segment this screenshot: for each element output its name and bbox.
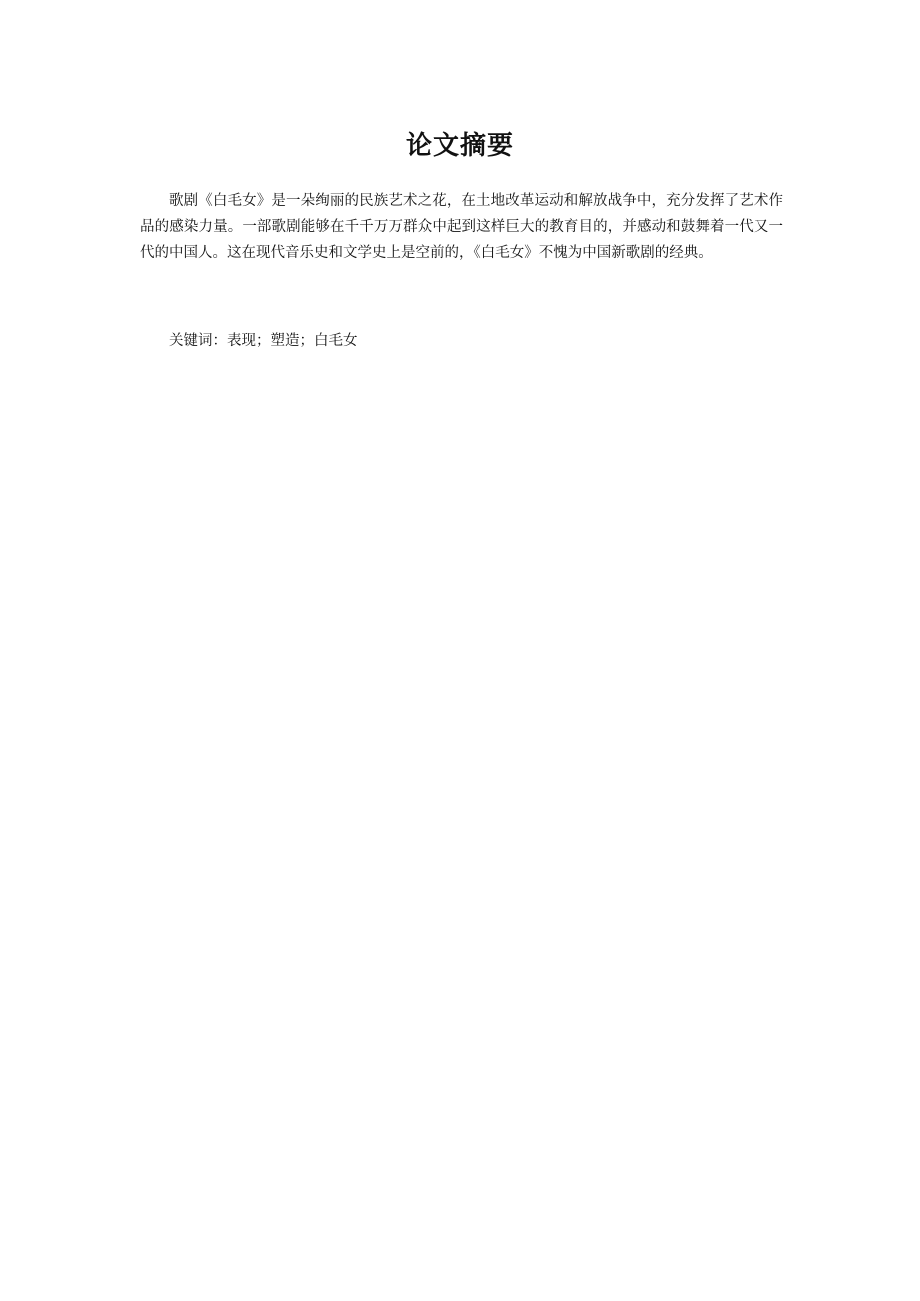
keywords-line xyxy=(140,328,783,354)
page-title: 论文摘要 xyxy=(405,131,514,161)
abstract-paragraph: 歌剧《白毛女》是一朵绚丽的民族艺术之花，在土地改革运动和解放战争中，充分发挥了艺术作品的感染力量。一部歌剧能够在千千万万群众中起到这样巨大的教育目的，并感动和鼓舞着一代又一代的中国人。这在现代音乐史和文学史上是空前的，《白毛女》不愧为中国新歌剧的经典。 xyxy=(140,193,783,261)
keywords-value: 表现；塑造；白毛女 xyxy=(227,333,358,349)
keywords-label: 关键词： xyxy=(169,333,227,349)
